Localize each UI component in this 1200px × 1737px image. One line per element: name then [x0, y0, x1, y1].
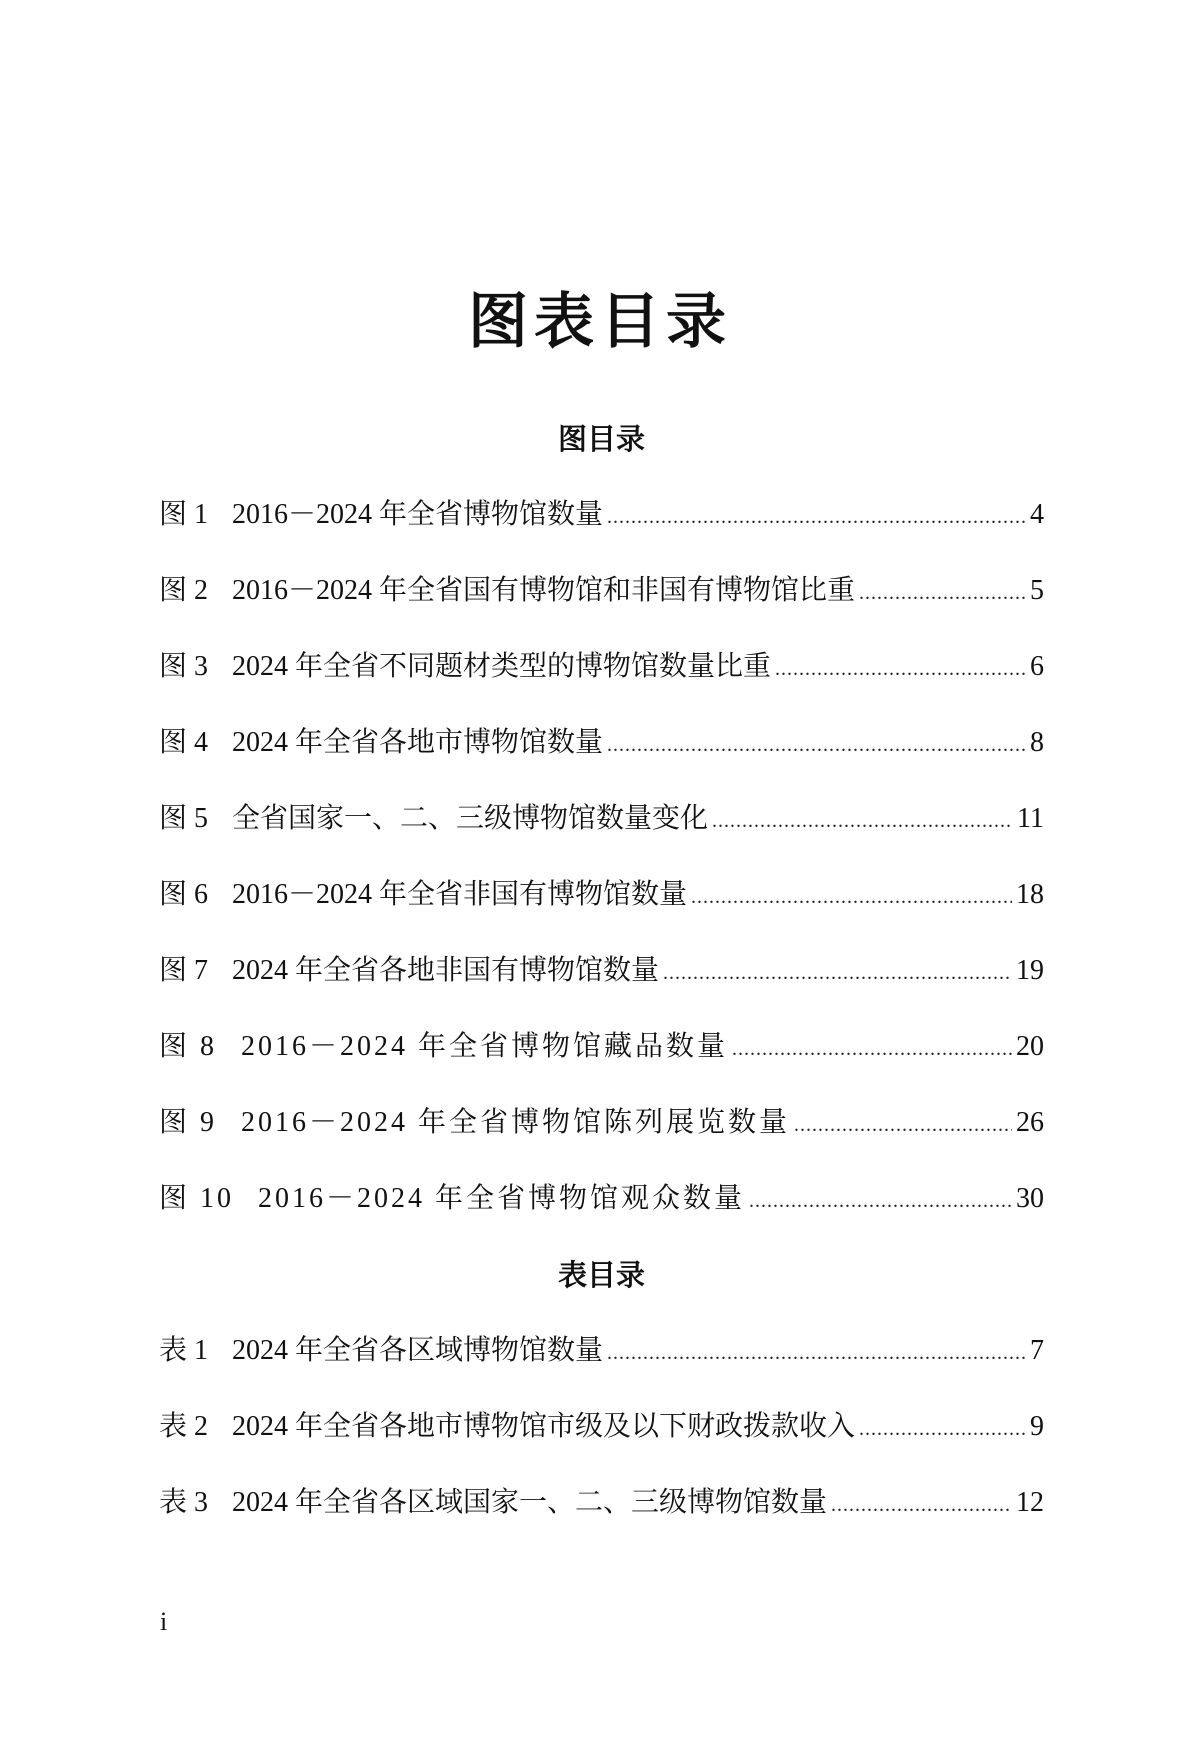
toc-entry-table-1 — [159, 1313, 1044, 1389]
toc-entry-figure-8 — [159, 1009, 1044, 1085]
dot-leader — [732, 1011, 1012, 1087]
toc-entry-figure-2 — [159, 553, 1044, 629]
entry-label: 图 9 — [159, 1107, 218, 1138]
entry-title: 2016－2024 年全省非国有博物馆数量 — [232, 879, 688, 910]
entry-title: 2016－2024 年全省博物馆观众数量 — [258, 1183, 746, 1214]
dot-leader — [749, 1163, 1012, 1239]
toc-entry-figure-5 — [159, 781, 1044, 857]
entry-label: 图 2 — [159, 575, 209, 606]
entry-page-number: 6 — [1030, 651, 1044, 682]
entry-title: 2024 年全省各地非国有博物馆数量 — [232, 955, 660, 986]
entry-label: 表 3 — [159, 1487, 209, 1518]
entry-title: 2016－2024 年全省博物馆陈列展览数量 — [241, 1107, 791, 1138]
dot-leader — [691, 859, 1012, 935]
entry-title: 2016－2024 年全省国有博物馆和非国有博物馆比重 — [232, 575, 856, 606]
entry-page-number: 19 — [1016, 955, 1044, 986]
table-of-contents — [159, 401, 1044, 1541]
toc-entry-figure-4 — [159, 705, 1044, 781]
dot-leader — [775, 631, 1026, 707]
entry-label: 图 10 — [159, 1183, 235, 1214]
entry-title: 2024 年全省各地市博物馆市级及以下财政拨款收入 — [232, 1411, 856, 1442]
entry-label: 图 4 — [159, 727, 209, 758]
entry-title: 2024 年全省不同题材类型的博物馆数量比重 — [232, 651, 772, 682]
toc-entry-figure-7 — [159, 933, 1044, 1009]
dot-leader — [859, 1391, 1026, 1467]
toc-entry-figure-3 — [159, 629, 1044, 705]
dot-leader — [663, 935, 1012, 1011]
entry-title: 2016－2024 年全省博物馆数量 — [232, 499, 604, 530]
entry-page-number: 18 — [1016, 879, 1044, 910]
entry-page-number: 11 — [1017, 803, 1044, 834]
entry-page-number: 9 — [1030, 1411, 1044, 1442]
entry-label: 表 1 — [159, 1335, 209, 1366]
dot-leader — [607, 1315, 1026, 1391]
dot-leader — [831, 1467, 1012, 1543]
entry-title: 全省国家一、二、三级博物馆数量变化 — [232, 803, 709, 834]
toc-entry-figure-6 — [159, 857, 1044, 933]
entry-title: 2016－2024 年全省博物馆藏品数量 — [241, 1031, 729, 1062]
entry-label: 图 5 — [159, 803, 209, 834]
entry-label: 图 7 — [159, 955, 209, 986]
entry-page-number: 4 — [1030, 499, 1044, 530]
figures-heading: 图目录 — [557, 422, 645, 456]
entry-page-number: 7 — [1030, 1335, 1044, 1366]
entry-title: 2024 年全省各地市博物馆数量 — [232, 727, 604, 758]
dot-leader — [607, 479, 1026, 555]
entry-page-number: 8 — [1030, 727, 1044, 758]
entry-label: 图 1 — [159, 499, 209, 530]
toc-entry-table-3 — [159, 1465, 1044, 1541]
entry-page-number: 20 — [1016, 1031, 1044, 1062]
dot-leader — [794, 1087, 1012, 1163]
toc-entry-figure-10 — [159, 1161, 1044, 1237]
tables-heading: 表目录 — [557, 1258, 645, 1292]
entry-page-number: 12 — [1016, 1487, 1044, 1518]
toc-entry-table-2 — [159, 1389, 1044, 1465]
dot-leader — [607, 707, 1026, 783]
entry-label: 图 8 — [159, 1031, 218, 1062]
entry-page-number: 26 — [1016, 1107, 1044, 1138]
dot-leader — [859, 555, 1026, 631]
page-footer-number: i — [160, 1607, 168, 1636]
dot-leader — [712, 783, 1013, 859]
toc-entry-figure-9 — [159, 1085, 1044, 1161]
toc-entry-figure-1 — [159, 477, 1044, 553]
entry-title: 2024 年全省各区域博物馆数量 — [232, 1335, 604, 1366]
page-title: 图表目录 — [468, 287, 732, 357]
entry-page-number: 30 — [1016, 1183, 1044, 1214]
entry-page-number: 5 — [1030, 575, 1044, 606]
entry-label: 图 6 — [159, 879, 209, 910]
entry-title: 2024 年全省各区域国家一、二、三级博物馆数量 — [232, 1487, 828, 1518]
entry-label: 表 2 — [159, 1411, 209, 1442]
entry-label: 图 3 — [159, 651, 209, 682]
